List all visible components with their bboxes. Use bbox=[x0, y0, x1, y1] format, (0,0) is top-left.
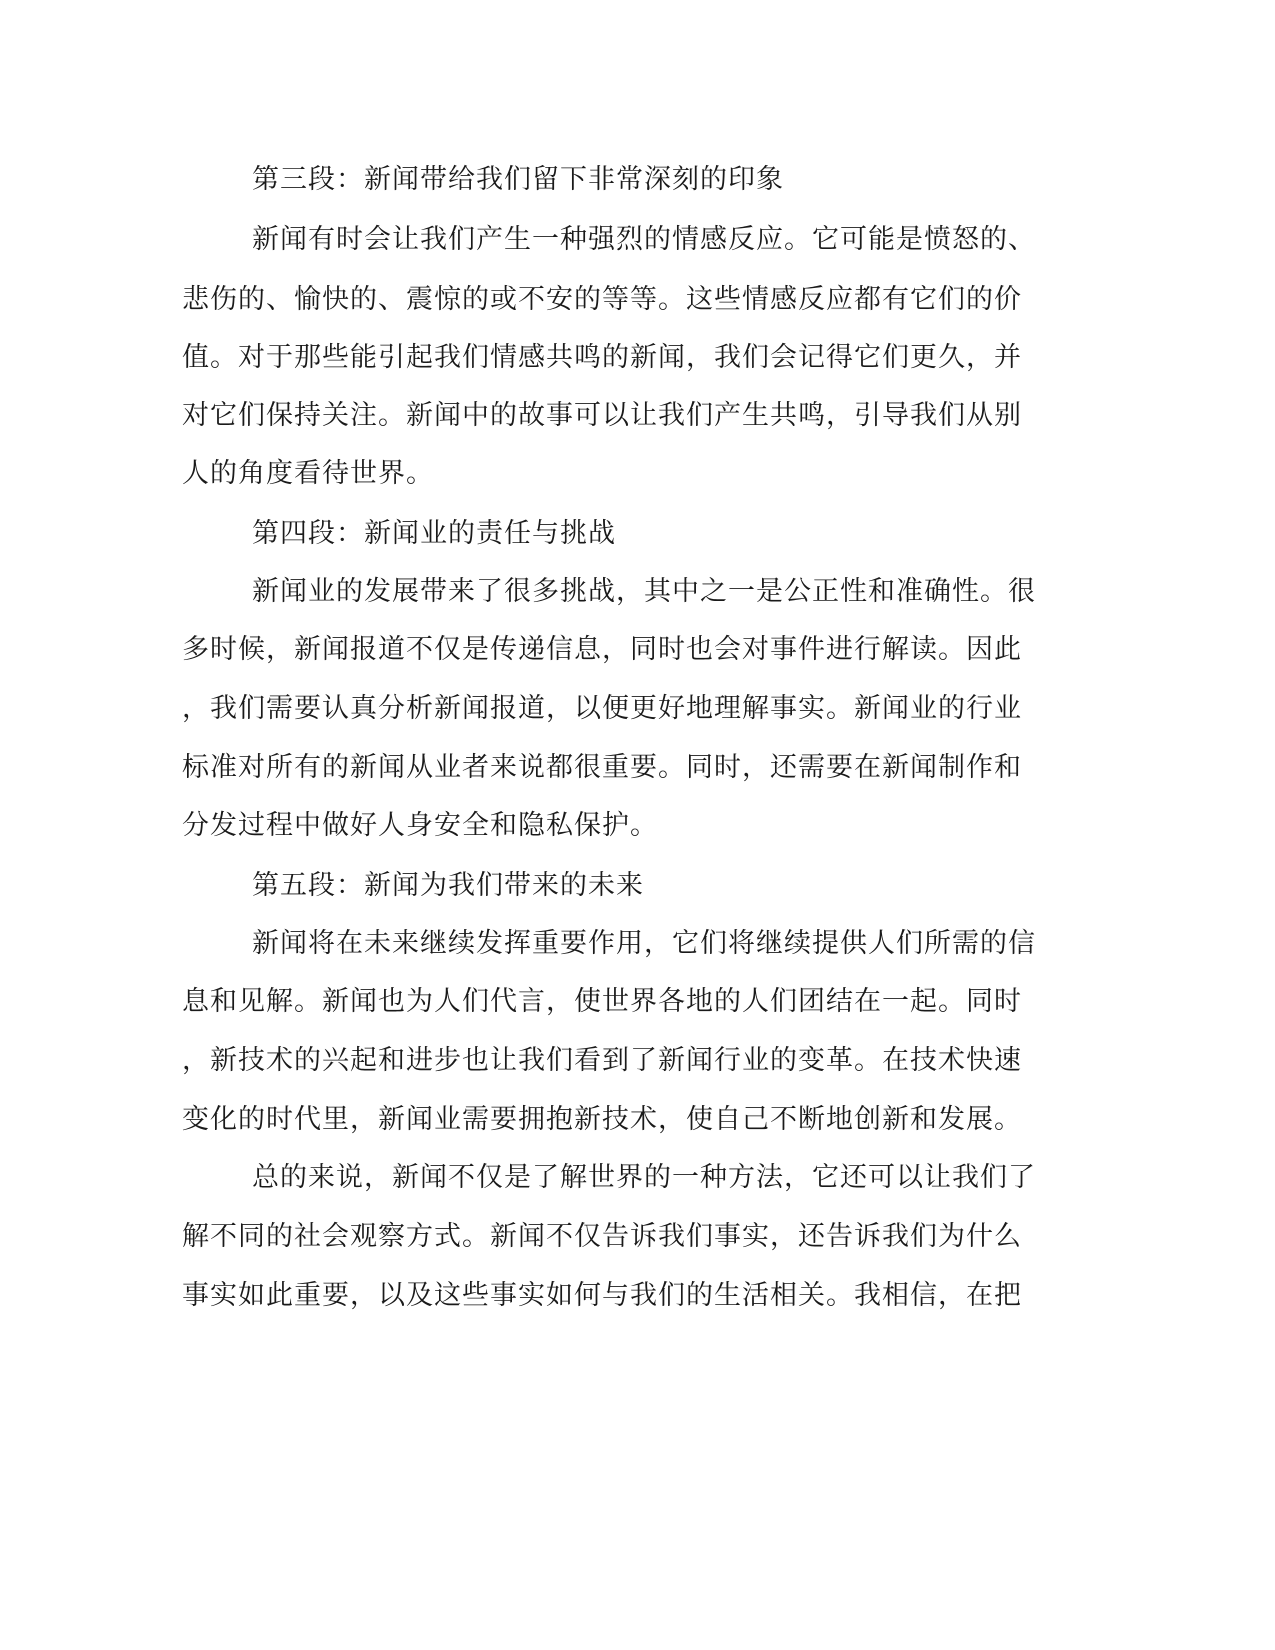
paragraph-line: 标准对所有的新闻从业者来说都很重要。同时，还需要在新闻制作和 bbox=[182, 752, 1022, 783]
paragraph-line: 新闻业的发展带来了很多挑战，其中之一是公正性和准确性。很 bbox=[252, 576, 1036, 607]
paragraph-line: 值。对于那些能引起我们情感共鸣的新闻，我们会记得它们更久，并 bbox=[182, 342, 1022, 373]
paragraph-line: 息和见解。新闻也为人们代言，使世界各地的人们团结在一起。同时 bbox=[182, 986, 1022, 1017]
paragraph-line: 变化的时代里，新闻业需要拥抱新技术，使自己不断地创新和发展。 bbox=[182, 1104, 1022, 1135]
section-heading-3: 第三段：新闻带给我们留下非常深刻的印象 bbox=[252, 164, 784, 195]
paragraph-line: 新闻有时会让我们产生一种强烈的情感反应。它可能是愤怒的、 bbox=[252, 224, 1036, 255]
paragraph-line: 解不同的社会观察方式。新闻不仅告诉我们事实，还告诉我们为什么 bbox=[182, 1221, 1022, 1252]
section-heading-5: 第五段：新闻为我们带来的未来 bbox=[252, 870, 644, 901]
paragraph-line: 总的来说，新闻不仅是了解世界的一种方法，它还可以让我们了 bbox=[252, 1162, 1036, 1193]
paragraph-line: 对它们保持关注。新闻中的故事可以让我们产生共鸣，引导我们从别 bbox=[182, 400, 1022, 431]
paragraph-line: 多时候，新闻报道不仅是传递信息，同时也会对事件进行解读。因此 bbox=[182, 634, 1022, 665]
paragraph-line: 新闻将在未来继续发挥重要作用，它们将继续提供人们所需的信 bbox=[252, 928, 1036, 959]
paragraph-line: 分发过程中做好人身安全和隐私保护。 bbox=[182, 810, 658, 841]
paragraph-line: ，新技术的兴起和进步也让我们看到了新闻行业的变革。在技术快速 bbox=[182, 1045, 1022, 1076]
paragraph-line: 人的角度看待世界。 bbox=[182, 458, 434, 489]
paragraph-line: 悲伤的、愉快的、震惊的或不安的等等。这些情感反应都有它们的价 bbox=[182, 284, 1022, 315]
paragraph-line: ，我们需要认真分析新闻报道，以便更好地理解事实。新闻业的行业 bbox=[182, 693, 1022, 724]
section-heading-4: 第四段：新闻业的责任与挑战 bbox=[252, 518, 616, 549]
paragraph-line: 事实如此重要，以及这些事实如何与我们的生活相关。我相信，在把 bbox=[182, 1280, 1022, 1311]
